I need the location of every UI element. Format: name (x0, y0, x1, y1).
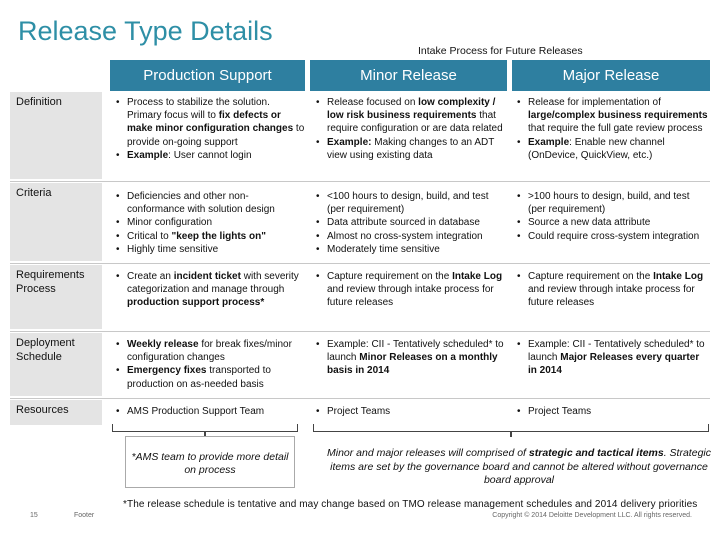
cell-deployment-minor-release (313, 338, 507, 378)
cell-resources-production-support (113, 405, 305, 418)
cell-criteria-minor-release (313, 190, 507, 256)
row-separator (10, 181, 710, 182)
bullet-item: • Weekly release for break fixes/minor configuration changes (113, 338, 305, 364)
cell-definition-production-support (113, 96, 305, 162)
bullet-item: • Example: Making changes to an ADT view using existing data (313, 136, 507, 162)
cell-criteria-production-support (113, 190, 305, 256)
bullet-item: • Critical to "keep the lights on" (113, 230, 305, 243)
bullet-item: • Project Teams (313, 405, 507, 418)
bullet-item: • <100 hours to design, build, and test (per requirement) (313, 190, 507, 216)
bullet-item: • Minor configuration (113, 216, 305, 229)
bullet-item: • Almost no cross-system integration (313, 230, 507, 243)
bullet-item: • Highly time sensitive (113, 243, 305, 256)
bullet-item: • Process to stabilize the solution. Primary focus will to fix defects or make minor configuration changes to provide on-going support (113, 96, 305, 149)
bullet-item: • Emergency fixes transported to production on as-needed basis (113, 364, 305, 390)
bullet-list (313, 190, 507, 256)
bullet-list (113, 338, 305, 391)
cell-definition-major-release (514, 96, 709, 162)
bullet-item: • AMS Production Support Team (113, 405, 305, 418)
row-separator (10, 263, 710, 264)
releases-note: Minor and major releases will comprised of strategic and tactical items. Strategic items are set by the governance board and cannot be altered without governance board approval (326, 447, 711, 487)
bullet-list (313, 96, 507, 162)
footer-label: Footer (74, 512, 95, 519)
cell-requirements-production-support (113, 270, 305, 310)
column-header-major-release: Major Release (512, 60, 710, 91)
cell-requirements-minor-release (313, 270, 507, 310)
bullet-list (514, 190, 709, 243)
bullet-list (313, 270, 507, 310)
bullet-item: • Project Teams (514, 405, 709, 418)
cell-deployment-production-support (113, 338, 305, 391)
page-title: Release Type Details (18, 16, 273, 46)
bullet-item: • Example: Enable new channel (OnDevice, QuickView, etc.) (514, 136, 709, 162)
bullet-list (514, 270, 709, 310)
row-label-criteria: Criteria (10, 183, 102, 261)
column-header-production-support: Production Support (110, 60, 305, 91)
bullet-item: • Could require cross-system integration (514, 230, 709, 243)
copyright: Copyright © 2014 Deloitte Development LLC. All rights reserved. (492, 512, 692, 519)
bullet-list (113, 270, 305, 310)
bullet-item: • Source a new data attribute (514, 216, 709, 229)
bracket-tick (510, 431, 512, 437)
bullet-item: • Data attribute sourced in database (313, 216, 507, 229)
bullet-item: • Capture requirement on the Intake Log and review through intake process for future releases (514, 270, 709, 310)
schedule-footnote: *The release schedule is tentative and may change based on TMO release management schedules and 2014 delivery priorities (123, 499, 698, 510)
cell-definition-minor-release (313, 96, 507, 162)
cell-resources-major-release (514, 405, 709, 418)
row-label-resources: Resources (10, 400, 102, 425)
bullet-list (514, 405, 709, 418)
row-separator (10, 331, 710, 332)
bullet-item: • Example: User cannot login (113, 149, 305, 162)
bullet-item: • Capture requirement on the Intake Log and review through intake process for future releases (313, 270, 507, 310)
cell-deployment-major-release (514, 338, 709, 378)
row-label-deployment-schedule: Deployment Schedule (10, 333, 102, 396)
intake-process-label: Intake Process for Future Releases (418, 45, 583, 57)
bullet-item: • Create an incident ticket with severity categorization and manage through production support process* (113, 270, 305, 310)
page-number: 15 (30, 512, 38, 519)
bullet-list (514, 338, 709, 378)
cell-resources-minor-release (313, 405, 507, 418)
bullet-list (313, 405, 507, 418)
ams-note-box: *AMS team to provide more detail on process (125, 436, 295, 488)
bullet-item: • Example: CII - Tentatively scheduled* to launch Major Releases every quarter in 2014 (514, 338, 709, 378)
bullet-list (514, 96, 709, 162)
cell-criteria-major-release (514, 190, 709, 243)
bullet-item: • Deficiencies and other non-conformance with solution design (113, 190, 305, 216)
bullet-list (113, 190, 305, 256)
row-separator (10, 398, 710, 399)
bullet-list (113, 96, 305, 162)
bullet-item: • >100 hours to design, build, and test (per requirement) (514, 190, 709, 216)
bullet-list (313, 338, 507, 378)
bullet-list (113, 405, 305, 418)
cell-requirements-major-release (514, 270, 709, 310)
bullet-item: • Example: CII - Tentatively scheduled* to launch Minor Releases on a monthly basis in 2014 (313, 338, 507, 378)
bullet-item: • Moderately time sensitive (313, 243, 507, 256)
bullet-item: • Release focused on low complexity / low risk business requirements that require configuration or are data related (313, 96, 507, 136)
bullet-item: • Release for implementation of large/complex business requirements that require the full gate review process (514, 96, 709, 136)
row-label-definition: Definition (10, 92, 102, 179)
column-header-minor-release: Minor Release (310, 60, 507, 91)
row-label-requirements-process: Requirements Process (10, 265, 102, 329)
